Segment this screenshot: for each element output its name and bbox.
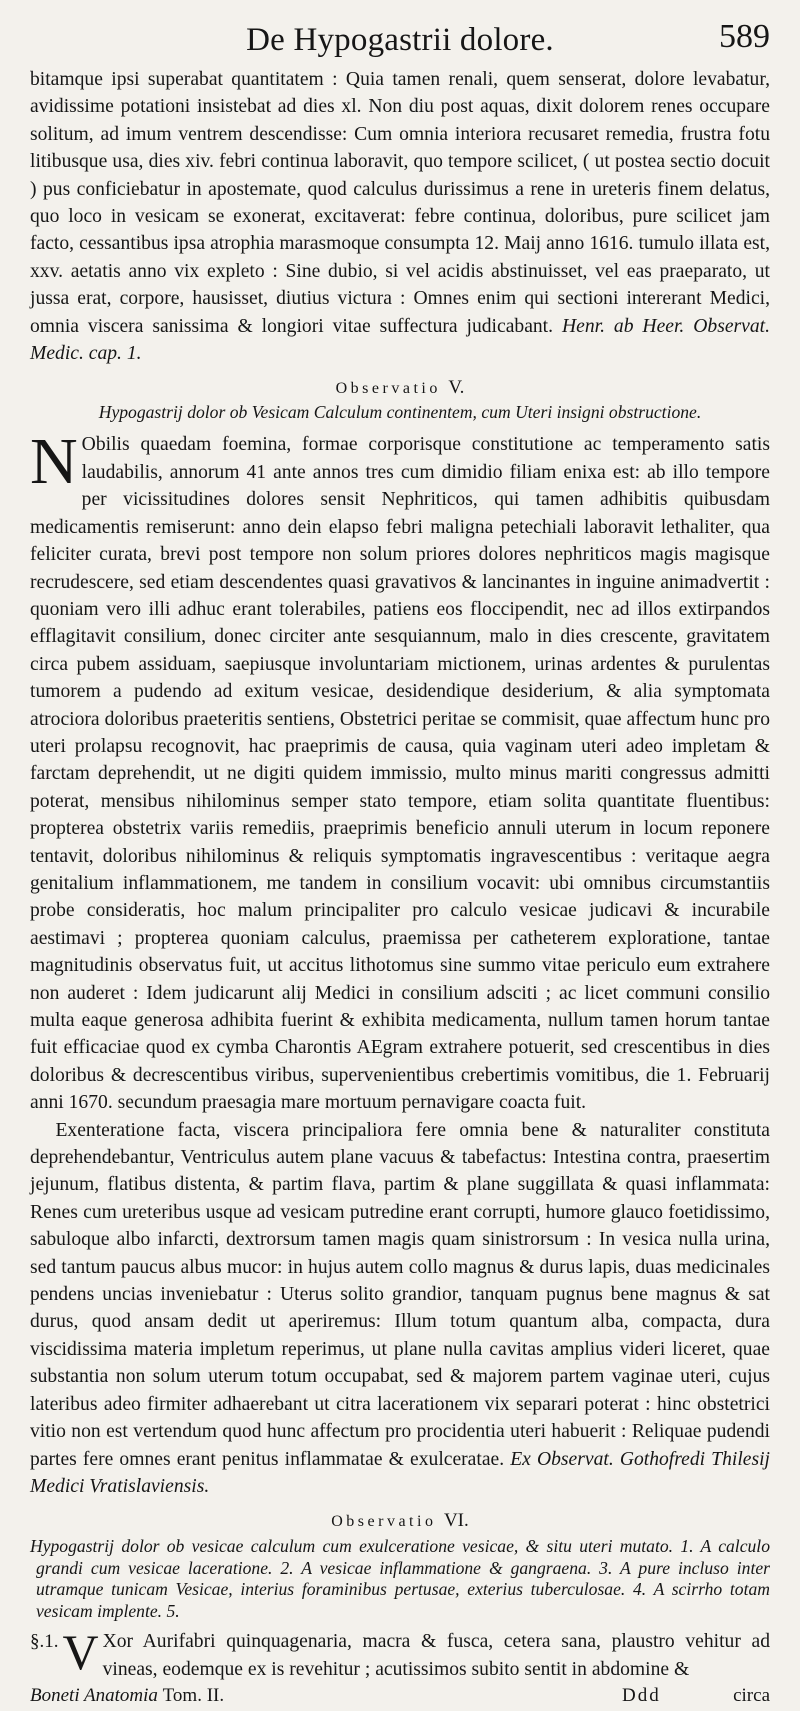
paragraph-text: Xor Aurifabri quinquagenaria, macra & fusca, cetera sana, plaustro vehitur ad vineas, eodemque ex is revehitur ; acutissimos subito sentit in abdomine & — [102, 1631, 770, 1680]
citation: Henr. ab Heer. Observat. Medic. cap. 1. — [30, 315, 770, 365]
paragraph-text: bitamque ipsi superabat quantitatem : Quia tamen renali, quem senserat, dolore levabatur, avidissime potationi insistebat ad dies xl. Non diu post aquas, dixit dolorem renes occupare solitum, ad imum ventrem descendisse: Cum omnia interiora recusaret remedia, frustra fotu litibusque usa, dies xiv. febri continua laboravit, quo tempore scilicet, ( ut postea sectio docuit ) pus conficiebatur in apostemate, quod calculus durissimus a rene in ureteris finem delatus, quo loco in vesicam se exonerat, excitaverat: febre continua, doloribus, pure scilicet jam facto, cessantibus ipsa atrophia marasmoque consumpta 12. Maij anno 1616. tumulo illata est, xxv. aetatis anno vix expleto : Sine dubio, si vel acidis abstinuisset, vel eas praeparato, ut jussa erat, corpore, hausisset, diutius victura : Omnes enim qui sectioni intererant Medici, omnia viscera sanissima & longiori vitae suffectura judicabant. — [30, 69, 770, 337]
observation-v-heading — [30, 377, 770, 399]
page-footer — [30, 1685, 770, 1711]
running-head: De Hypogastrii dolore. — [246, 22, 554, 58]
citation-author: Medici Vratislaviensis. — [30, 1475, 210, 1497]
observation-v-paragraph-2 — [30, 1117, 770, 1501]
page-number: 589 — [719, 18, 770, 55]
book-title: Boneti Anatomia — [30, 1685, 158, 1707]
observation-v-subtitle: Hypogastrij dolor ob Vesicam Calculum continentem, cum Uteri insigni obstructione. — [98, 402, 702, 423]
signature-mark: Ddd — [622, 1685, 661, 1707]
observation-number: VI. — [443, 1510, 469, 1532]
observation-label: Observatio — [331, 1513, 437, 1531]
observation-label: Observatio — [335, 380, 441, 398]
catchword: circa — [733, 1685, 770, 1707]
drop-cap: V — [62, 1624, 99, 1681]
citation: Ex Observat. Gothofredi Thilesij — [510, 1448, 770, 1470]
page-header — [30, 18, 770, 66]
observation-number: V. — [448, 377, 465, 399]
paragraph-text: Obilis quaedam foemina, formae corporisque constitutione ac temperamento satis laudabilis, annorum 41 ante annos tres cum dimidio filiam enixa est: ab illo tempore per vicissitudines dolores sensit Nephriticos, qui tamen adhibitis quibusdam medicamentis remiserunt: anno dein elapso febri maligna petechiali laboravit lethaliter, qua feliciter curata, brevi post tempore non solum priores dolores nephriticos magis magisque recrudescere, sed etiam descendentes quasi gravativos & lancinantes in inguine animadvertit : quoniam vero illi adhuc erant tolerabiles, patiens eos floccipendit, nec ad illos extirpandos efflagitavit consilium, donec circiter ante sesquiannum, malo in dies crescente, gravitatem circa pubem assiduam, saepiusque involuntariam mictionem, urinas ardentes & purulentas tumorem a pudendo ad exitum vesicae, desidendique desiderium, & alia symptomata atrociora doloribus praeteritis sentiens, Obstetrici peritae se commisit, quae affectum hunc pro uteri prolapsu recognovit, hac praeprimis de causa, quia vaginam uteri adeo impletam & farctam deprehendit, ut ne digiti quidem immissio, multo minus mariti congressus admitti poterat, mensibus nihilominus semper stato tempore, etiam solita quantitate fluentibus: propterea obstetrix variis remediis, praeprimis beneficio annuli uterum in locum reponere tentavit, doloribus nihilominus & reliquis symptomatis ingravescentibus : veritaque aegra genitalium inflammationem, me tandem in consilium vocavit: ubi omnibus circumstantiis probe consideratis, hoc malum principaliter pro calculo vesicae judicavi & incurabile aestimavi ; propterea quoniam calculus, praemissa per catheterem exploratione, tantae magnitudinis observatus fuit, ut accitus lithotomus sine summo vitae periculo eum extrahere non auderet : Idem judicarunt alij Medici in consilium adsciti ; ac licet communi consilio multa eaque generosa adhibita fuerint & exhibita medicamenta, nullum tamen horum tantae fuit efficaciae quod ex cymba Charontis AEgram extrahere potuerit, sed crescentibus in dies doloribus & decrescentibus viribus, supervenientibus crebertimis vomitibus, die 1. Februarij anni 1670. secundum praesagia mare mortuum pernavigare coacta fuit. — [30, 434, 770, 1114]
volume: Tom. II. — [162, 1685, 225, 1707]
section-mark: §.1. — [30, 1631, 59, 1653]
observation-v-paragraph-1 — [30, 425, 770, 1116]
continued-paragraph — [30, 66, 770, 367]
observation-vi-heading — [30, 1510, 770, 1532]
observation-vi-summary: Hypogastrij dolor ob vesicae calculum cum exulceratione vesicae, & situ uteri mutato. 1. A calculo grandi cum vesicae laceratione. 2. A vesicae inflammatione & gangraena. 3. A pure incluso inter utramque tunicam Vesicae, interius foraminibus pertusae, exterius tuberculosae. 4. A scirrho totam vesicam implente. 5. — [30, 1536, 770, 1621]
drop-cap: N — [30, 425, 78, 499]
observation-vi-paragraph-1 — [30, 1624, 770, 1683]
paragraph-text: Exenteratione facta, viscera principaliora fere omnia bene & naturaliter constituta deprehendebantur, Ventriculus autem plane vacuus & tabefactus: Intestina contra, praesertim jejunum, flatibus distenta, & partim flava, partim & plane suggillata & quasi inflammata: Renes cum ureteribus usque ad vesicam putredine erant corrupti, humore glauco foetidissimo, sabuloque albo infarcti, dextrorsum tamen magis quam sinistrorsum : In vesica nulla urina, sed tantum paucus albus mucor: in hujus autem collo magnus & durus lapis, duas medicinales pendens uncias inveniebatur : Uterus solito grandior, tanquam pugnus bene magnus & sat durus, quod ansam dedit ut aperiremus: Illum totum quantum alba, compacta, dura viscidissima materia impletum reperimus, ut plane nulla cavitas amplius videri liceret, quae substantia non solum uterum totum occupabat, sed & majorem partem vaginae uteri, cujus lateribus adeo firmiter adhaerebant ut citra lacerationem vix separari poterat : hinc obstetrici vitio non est vertendum quod hunc affectum pro procidentia uteri habuerit : Reliquae pudendi partes fere omnes erant penitus inflammatae & exulceratae. — [30, 1119, 770, 1470]
footer-book-title — [30, 1685, 224, 1707]
